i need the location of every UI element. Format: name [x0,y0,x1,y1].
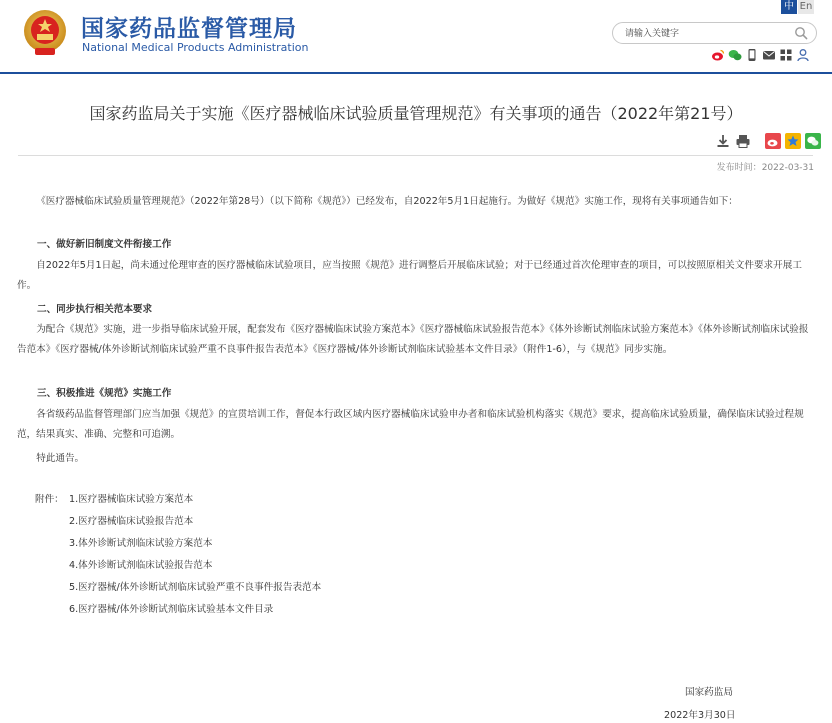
section-body-2: 为配合《规范》实施，进一步指导临床试验开展，配套发布《医疗器械临床试验方案范本》《医疗器械临床试验报告范本》《体外诊断试剂临床试验方案范本》《体外诊断试剂临床试验报告范本》《医疗器械/体外诊断试剂临床试验严重不良事件报告表范本》《医疗器械/体外诊断试剂临床试验基本文件目录》（附件1-6），与《规范》同步实施。 [17,324,809,355]
mail-icon[interactable] [762,48,776,62]
section-heading-2: 二、同步执行相关范本要求 [37,304,153,315]
attachment-link-6[interactable]: 6.医疗器械/体外诊断试剂临床试验基本文件目录 [69,604,274,615]
wechat-icon[interactable] [728,48,742,62]
share-wechat-icon[interactable] [805,133,821,149]
search-input[interactable] [623,25,787,43]
download-icon[interactable] [715,133,731,149]
article-intro: 《医疗器械临床试验质量管理规范》（2022年第28号）（以下简称《规范》）已经发布，自2022年5月1日起施行。为做好《规范》实施工作，现将有关事项通告如下： [36,196,738,207]
attachment-link-2[interactable]: 2.医疗器械临床试验报告范本 [69,516,194,527]
user-icon[interactable] [796,48,810,62]
header-divider [0,72,832,74]
share-weibo-icon[interactable] [765,133,781,149]
attachment-link-3[interactable]: 3.体外诊断试剂临床试验方案范本 [69,538,213,549]
section-heading-3: 三、积极推进《规范》实施工作 [37,388,172,399]
signature-org: 国家药监局 [685,687,733,698]
header-toolbar [711,48,810,64]
search-box [612,22,817,44]
attachment-link-1[interactable]: 1.医疗器械临床试验方案范本 [69,494,194,505]
site-name-cn[interactable]: 国家药品监督管理局 [81,16,297,42]
national-emblem-icon [22,8,68,58]
publish-label: 发布时间： [716,163,762,173]
publish-date: 2022-03-31 [761,163,814,173]
mobile-icon[interactable] [745,48,759,62]
article-actions [715,133,821,149]
section-heading-1: 一、做好新旧制度文件衔接工作 [37,239,172,250]
publish-time [717,160,814,173]
closing-text: 特此通告。 [36,453,85,464]
section-body-3: 各省级药品监督管理部门应当加强《规范》的宣贯培训工作，督促本行政区域内医疗器械临床试验申办者和临床试验机构落实《规范》要求，提高临床试验质量，确保临床试验过程规范，结果真实、准确、完整和可追溯。 [17,409,804,440]
attachments-label: 附件： [35,494,64,505]
lang-switch-cn[interactable]: 中 [781,0,797,14]
grid-icon[interactable] [779,48,793,62]
attachment-link-5[interactable]: 5.医疗器械/体外诊断试剂临床试验严重不良事件报告表范本 [69,582,322,593]
lang-switch-en[interactable]: En [799,1,813,12]
print-icon[interactable] [735,133,751,149]
weibo-icon[interactable] [711,48,725,62]
share-qzone-icon[interactable] [785,133,801,149]
title-divider [18,155,813,156]
site-header [0,0,832,73]
signature-date: 2022年3月30日 [664,710,736,721]
search-icon[interactable] [794,26,808,40]
site-name-en[interactable]: National Medical Products Administration [82,41,309,54]
article-title: 国家药监局关于实施《医疗器械临床试验质量管理规范》有关事项的通告（2022年第21号） [89,104,743,123]
attachment-link-4[interactable]: 4.体外诊断试剂临床试验报告范本 [69,560,213,571]
section-body-1: 自2022年5月1日起，尚未通过伦理审查的医疗器械临床试验项目，应当按照《规范》进行调整后开展临床试验；对于已经通过首次伦理审查的项目，可以按照原相关文件要求开展工作。 [17,260,802,291]
